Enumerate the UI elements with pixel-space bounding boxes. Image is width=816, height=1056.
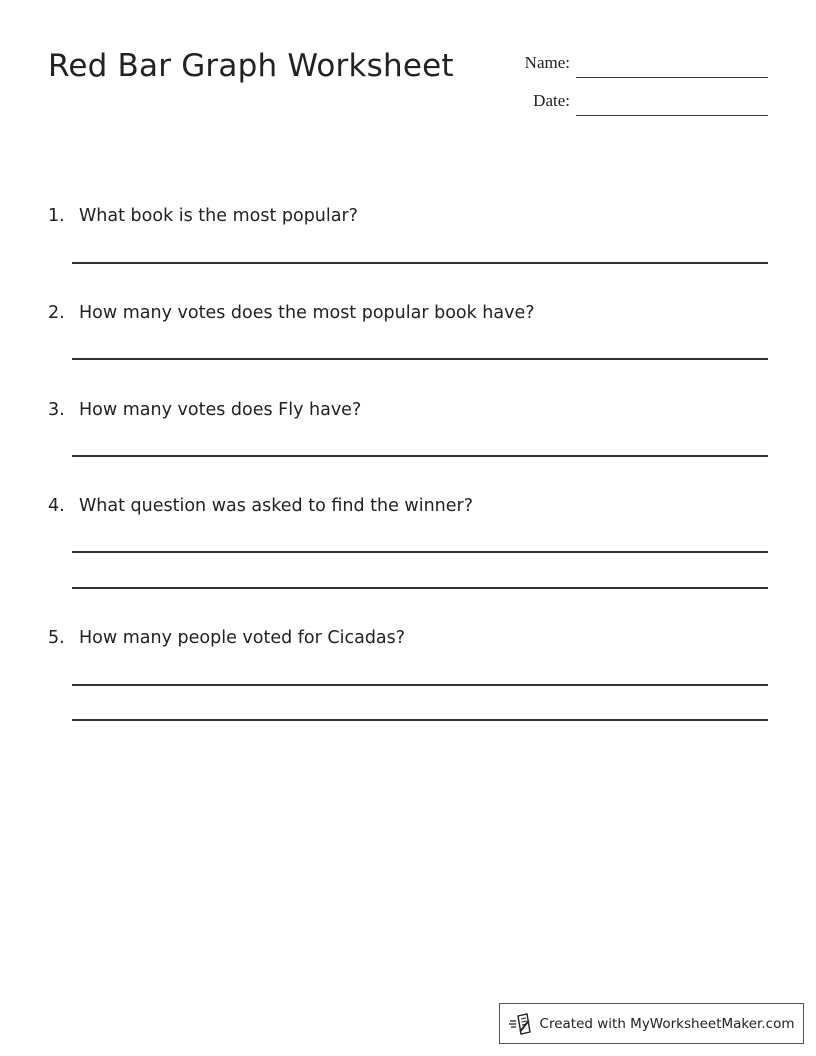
question-number: 5. bbox=[48, 628, 65, 648]
question-number: 2. bbox=[48, 303, 65, 323]
footer-credit-badge[interactable] bbox=[499, 1003, 804, 1044]
question-text: What book is the most popular? bbox=[79, 206, 358, 226]
document-pen-icon bbox=[509, 1012, 533, 1036]
answer-line-4a[interactable] bbox=[72, 551, 768, 553]
answer-line-1[interactable] bbox=[72, 262, 768, 264]
answer-line-3[interactable] bbox=[72, 455, 768, 457]
answer-line-5a[interactable] bbox=[72, 684, 768, 686]
question-number: 4. bbox=[48, 496, 65, 516]
date-label: Date: bbox=[533, 91, 570, 110]
question-4 bbox=[48, 496, 768, 516]
question-text: How many votes does the most popular book have? bbox=[79, 303, 535, 323]
answer-line-4b[interactable] bbox=[72, 587, 768, 589]
question-text: What question was asked to find the winner? bbox=[79, 496, 474, 516]
name-field[interactable] bbox=[490, 52, 768, 78]
footer-credit-text: Created with MyWorksheetMaker.com bbox=[539, 1015, 795, 1032]
question-text: How many votes does Fly have? bbox=[79, 400, 362, 420]
date-line[interactable] bbox=[576, 115, 768, 116]
question-number: 3. bbox=[48, 400, 65, 420]
question-text: How many people voted for Cicadas? bbox=[79, 628, 406, 648]
name-line[interactable] bbox=[576, 77, 768, 78]
question-5 bbox=[48, 628, 768, 648]
question-2 bbox=[48, 303, 768, 323]
answer-line-5b[interactable] bbox=[72, 719, 768, 721]
answer-line-2[interactable] bbox=[72, 358, 768, 360]
name-label: Name: bbox=[524, 53, 570, 72]
question-number: 1. bbox=[48, 206, 65, 226]
question-3 bbox=[48, 400, 768, 420]
date-field[interactable] bbox=[490, 90, 768, 116]
question-1 bbox=[48, 206, 768, 226]
page-title: Red Bar Graph Worksheet bbox=[48, 48, 454, 84]
